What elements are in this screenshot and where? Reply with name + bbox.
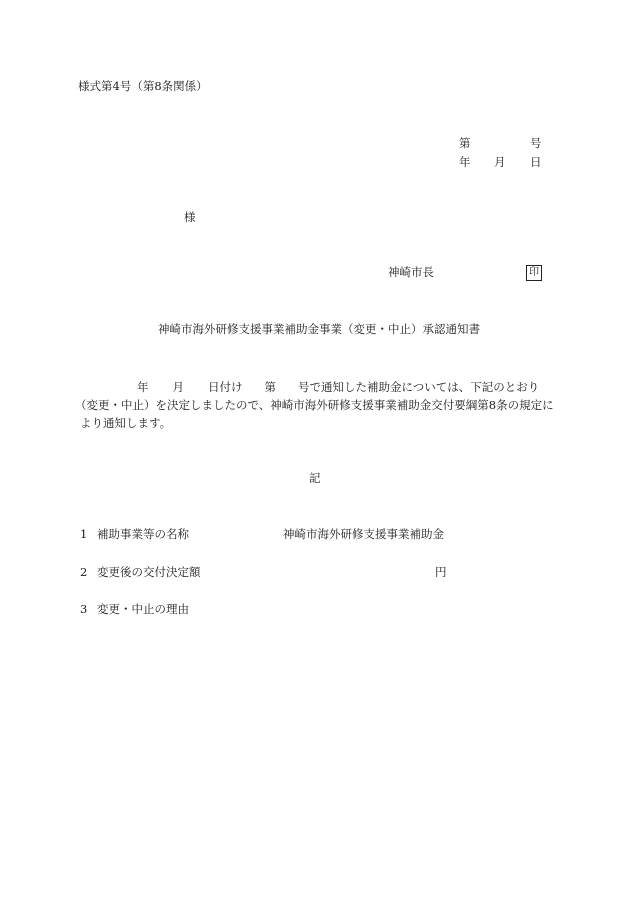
body-line-1	[80, 378, 558, 396]
item-2-label: 変更後の交付決定額	[97, 565, 201, 579]
item-2-number: 2	[80, 565, 88, 579]
date-year: 年	[459, 155, 471, 169]
item-1-value: 神崎市海外研修支援事業補助金	[283, 527, 444, 541]
body-month: 月	[172, 380, 184, 394]
body-line-3: より通知します。	[80, 416, 172, 430]
addressee-suffix: 様	[184, 210, 196, 224]
body-dated: 日付け	[208, 380, 243, 394]
doc-number-suffix: 号	[530, 136, 542, 150]
date-day: 日	[530, 155, 542, 169]
date-month: 月	[494, 155, 506, 169]
seal-mark: 印	[526, 265, 542, 281]
body-dai: 第	[264, 380, 276, 394]
item-1-number: 1	[80, 527, 88, 541]
item-3-label: 変更・中止の理由	[97, 602, 189, 616]
doc-number-prefix: 第	[459, 136, 471, 150]
form-number: 様式第4号（第8条関係）	[78, 79, 208, 93]
issuer-name: 神崎市長	[388, 265, 434, 279]
body-paragraph	[75, 378, 558, 432]
item-3-number: 3	[80, 602, 88, 616]
document-title: 神崎市海外研修支援事業補助金事業（変更・中止）承認通知書	[158, 322, 480, 336]
body-line-2: （変更・中止）を決定しましたので、神崎市海外研修支援事業補助金交付要綱第8条の規定に	[75, 398, 554, 412]
body-line-1-rest: 号で通知した補助金については、下記のとおり	[298, 380, 540, 394]
item-1-label: 補助事業等の名称	[97, 527, 189, 541]
ki-heading: 記	[309, 471, 321, 485]
item-2-value: 円	[435, 565, 447, 579]
body-year: 年	[137, 380, 149, 394]
